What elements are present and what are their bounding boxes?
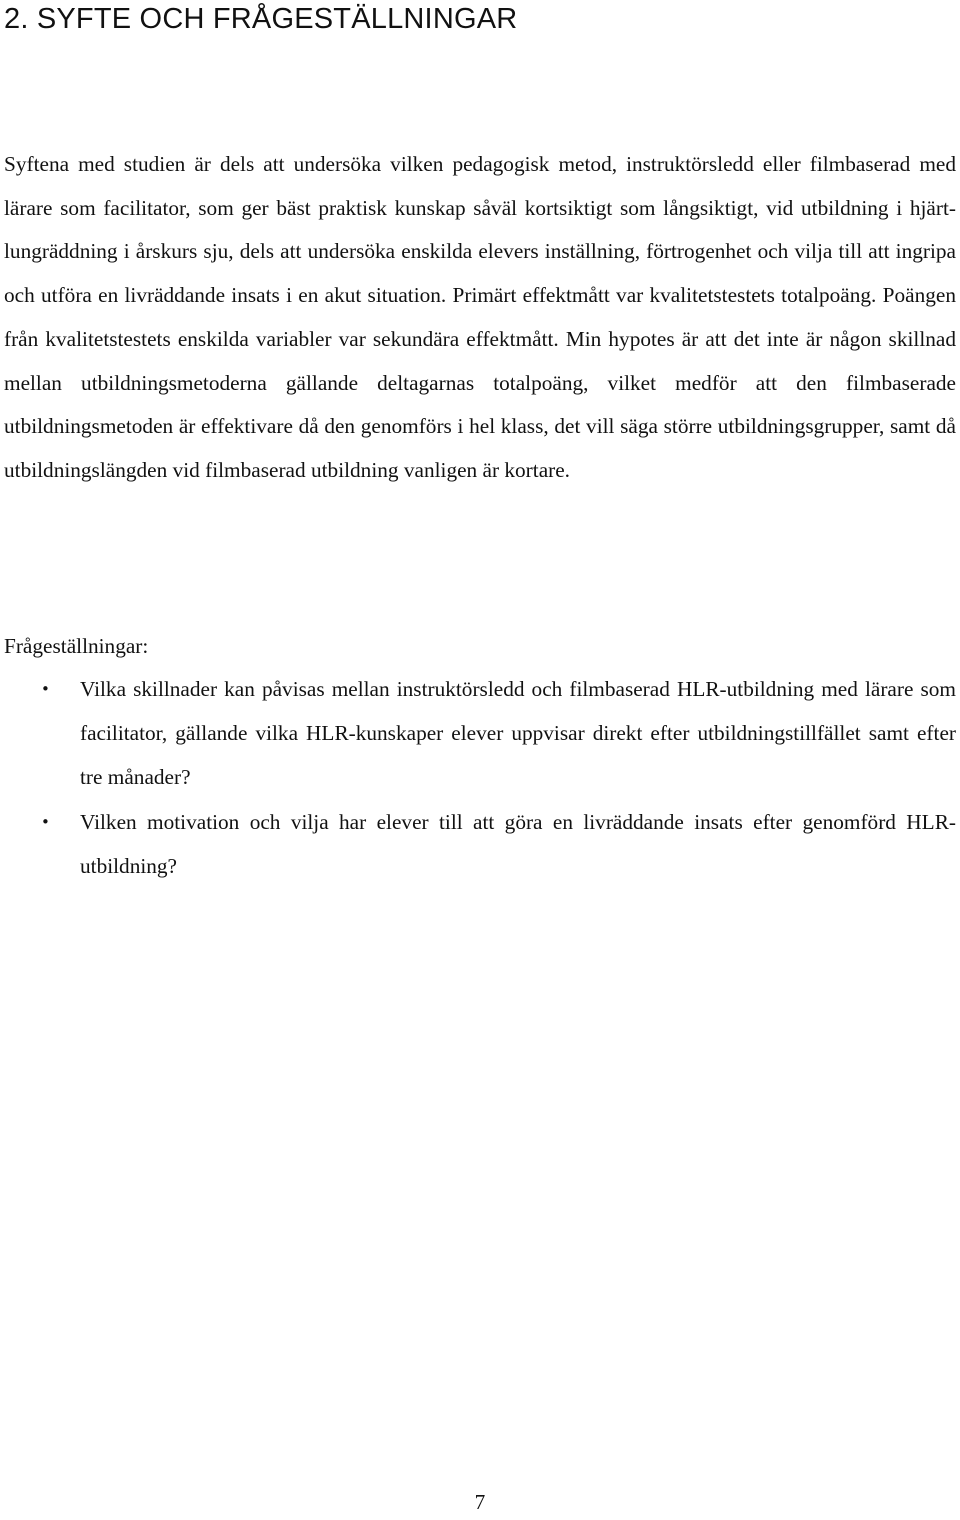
bullet-icon: • [41,680,50,698]
purpose-paragraph: Syftena med studien är dels att undersöka vilken pedagogisk metod, instruktörsledd eller filmbaserad med lärare som facilitator, som ger bäst praktisk kunskap såväl kortsiktigt som långsiktigt, vid utbildning i hjärt-lungräddning i årskurs sju, dels att undersöka enskilda elevers inställning, förtrogenhet och vilja till att ingripa och utföra en livräddande insats i en akut situation. Primärt effektmått var kvalitetstestets totalpoäng. Poängen från kvalitetstestets enskilda variabler var sekundära effektmått. Min hypotes är att det inte är någon skillnad mellan utbildningsmetoderna gällande deltagarnas totalpoäng, vilket medför att den filmbaserade utbildningsmetoden är effektivare då den genomförs i hel klass, det vill säga större utbildningsgrupper, samt då utbildningslängden vid filmbaserad utbildning vanligen är kortare. [4,152,956,482]
question-item [0,800,956,888]
questions-list [0,667,956,889]
page-number: 7 [474,1490,486,1514]
bullet-icon: • [41,813,50,831]
question-text: Vilken motivation och vilja har elever till att göra en livräddande insats efter genomförd HLR-utbildning? [80,810,956,878]
questions-heading: Frågeställningar: [4,634,149,658]
section-heading: 2. SYFTE OCH FRÅGESTÄLLNINGAR [4,3,518,35]
question-text: Vilka skillnader kan påvisas mellan instruktörsledd och filmbaserad HLR-utbildning med lärare som facilitator, gällande vilka HLR-kunskaper elever uppvisar direkt efter utbildningstillfället samt efter tre månader? [80,677,956,789]
question-item [0,667,956,799]
